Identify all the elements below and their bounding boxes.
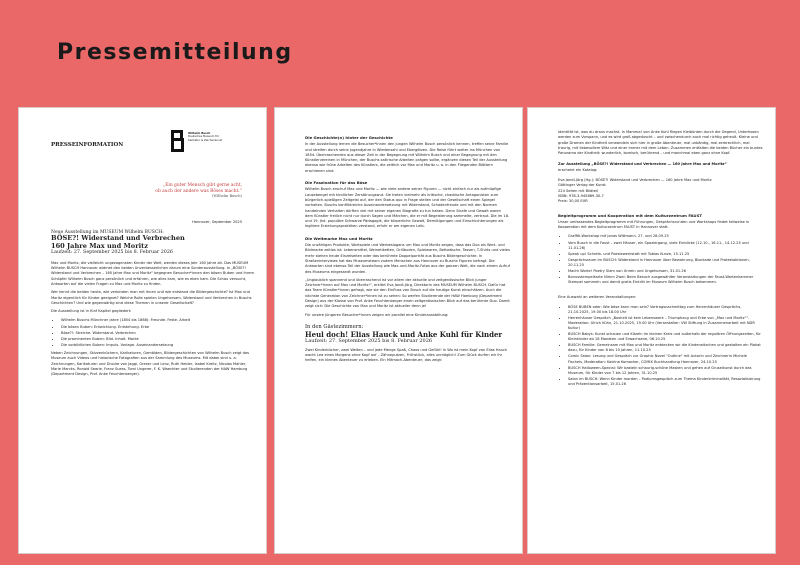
busch-quote (155, 183, 242, 200)
page-1-body (51, 230, 256, 380)
document-page-2 (275, 108, 522, 553)
exhibition-intro: Neue Ausstellung im MUSEUM Wilhelm BUSCH: (51, 230, 164, 235)
paragraph-3: Die Ausstellung ist in fünf Kapitel gegliedert: (51, 309, 132, 314)
paragraph: Unser umfassendes Begleitprogramm mit Führungen, Gesprächsrunden und Workshops findet teilweise in Kooperation mit dem Kulturzentrum FAUST in Hannover statt. (558, 219, 750, 230)
list-item: • Wilhelm Buschs Münchner Jahre (1854 bis 1868): Freunde. Feste. Arbeit (61, 317, 256, 323)
paragraph: Für unsere jüngeren Besucher*innen zeigen wir parallel eine Kinderausstellung: (305, 312, 449, 317)
program-list (558, 233, 763, 285)
list-item: • Bonusstempelkarte Nimm Zwei: Beim Besuch ausgewählter Veranstaltungen der Faust-Wartenkammer Stempel sammeln und damit gratis Eintritt im Museum Wilhelm Busch bekommen. (568, 274, 763, 285)
quote-line-1: „Ein guter Mensch gibt gerne acht, (162, 183, 242, 188)
paragraph: In der Ausstellung lernen die Besucher*innen den jungen Wilhelm Busch persönlich kennen, treffen seine Familie und streifen durch seine Jugendjahre in Wiedensahl und Ebergötzen. Die Reise führt weiter ins München von 1854. Überraschenden aus dieser Zeit in der Begegnung mit Wilhelm Busch und einer Begegnung mit den Künstlervereinen in München, der Buschs satirische Arbeiten prägen sollte, ergänzen diesen Teil der Ausstellung ebenso wie frühe Arbeiten des Künstlers, die zeitlich vor Max und Moritz u. a. in den Fliegenden Blättern erschienen sind. (305, 142, 509, 173)
presseinformation-label: PRESSEINFORMATION (51, 142, 124, 148)
katalog-line: Preis: 30,00 EUR (558, 199, 588, 204)
list-item: • Herrenhäuser Gespräch „Bosheit ist kein Lebenswerk – Triumphzug und Erbe von „Max und Moritz““. Moderation: Ulrich Kühn, 21.10.2025, 19.00 Uhr (Veranstalter: VW Stiftung in Zusammenarbeit mit NDR Kultur) (568, 315, 763, 331)
list-item: • Gesprächsraum im BUSCH: Widerstand in Hannover über Bewahrung, Blockade und Protestaktionen, 20.11.25 (568, 257, 763, 268)
exhibition-dates: Laufzeit: 27. September 2025 bis 8. Februar 2026 (51, 249, 173, 255)
logo-line-3: Karikatur & Zeichenkunst (188, 137, 223, 142)
paragraph-1: Max und Moritz, die vielleicht ungezogensten Kinder der Welt, werden dieses Jahr 160 Jahre alt. Das MUSEUM Wilhelm BUSCH Hannover widmet den beiden Unverbesserlichen darum eine Sonderausstellung. In „BÖSE?! Widerstand und Verbrechen – 160 Jahre Max und Moritz“ begegnen Besucher*innen den bösen Buben und ihrem Schöpfer Wilhelm Busch ganz persönlich und erfahren, wie alles kam, wie es eben kam. Die Schau versucht, Antworten auf die vielen Fragen zu Max und Moritz zu finden. (51, 260, 254, 286)
list-item: • BUSCH Babys: Kunst schauen und Kitzeln im kleinen Kreis und außerhalb der regulären Öffnungszeiten, für Kleinkinder ab 18 Monaten und Erwachsene, 06.10.25 (568, 331, 763, 342)
paragraph-2: Wer kennt die beiden heute, wie verbinden man mit ihnen und wie entstand die Bildergeschichte? Ist Max und Moritz eigentlich für Kinder geeignet? Welche Rolle spielen Ungehorsam, Widerstand und Verbrechen in Buschs Geschichten? Und wie gegenwärtig sind diese Themen in unserer Gesellschaft? (51, 290, 252, 305)
paragraph: Die unzähligen Produkte, Wortspiele und Werbeslogans um Max und Moritz zeigen, dass das Duo als Wort- und Bildmarke zeitlos ist: Lebensmittel, Weinetiketten, Grillbuden, Spielwaren, Bettwäsche, Tassen, T-Shirts und vieles mehr stehen heute Einzelseiten oder das berühmte Doppelporträt aus Buschs Bildergeschichte. In Straßeninterviews hat das Museumsteam zudem Menschen aus Hannover zu Buschs Figuren befragt. Die Antworten sind ebenso Teil der Ausstellung wie Max-und-Moritz-Fotos aus der ganzen Welt, die nach einem Aufruf des Museums eingesandt wurden. (305, 243, 510, 274)
list-item: • Böse?!: Streiche. Widerstand. Verbrechen (61, 330, 256, 336)
list-item: • Graffiti-Workshop mit Jonas Wittmann, 27. und 28.09.25 (568, 233, 763, 239)
section-heading: Begleitprogramm und Kooperation mit dem Kulturzentrum FAUST (558, 212, 703, 218)
list-item: • Die prominenten Buben: Bild. Inhalt. Marke (61, 336, 256, 342)
katalog-line: Eva Jandl-Jörg (Hg.): BÖSE?! Widerstand und Verbrechen — 160 Jahre Max und Moritz (558, 178, 712, 183)
katalog-details (558, 178, 763, 204)
document-page-3 (528, 108, 775, 553)
list-item: • Speak up! Schreib- und Poesiewerkstatt mit Tobias Kunze, 15.11.25 (568, 251, 763, 257)
katalog-line: Göttinger Verlag der Kunst (558, 183, 606, 188)
events-list (558, 304, 763, 387)
katalog-line: ISBN: 978-3-945869-30-7 (558, 193, 604, 198)
section-heading: Die Geschichte(n) hinter der Geschichte (305, 135, 393, 140)
katalog-title: Zur Ausstellung „BÖSE?! Widerstand und Verbrechen — 160 Jahre Max und Moritz“ (558, 162, 727, 167)
quote-author: (Wilhelm Busch) (211, 194, 242, 199)
list-item: • Die bösen Buben: Entwicklung. Entstehung. Erbe (61, 324, 256, 330)
list-item: • Macht Worte! Poetry Slam von Unrein und Ungehorsam, 31.01.26 (568, 268, 763, 274)
section-heading: Die Weltmarke Max und Moritz (305, 235, 373, 241)
section-heading: Die Faszination für das Böse (305, 180, 368, 186)
katalog-subtitle: erscheint ein Katalog: (558, 167, 598, 172)
release-date: Hannover, September 2025 (192, 220, 242, 224)
document-page-1 (19, 108, 266, 553)
events-heading: Eine Auswahl an weiteren Veranstaltungen: (558, 295, 637, 300)
list-item: • Salon im BUSCH: Wenn Kinder morden – Podiumsgespräch zum Thema Kinderkriminalität, Resozialisierung und Präventionsarbeit, 15.01.26 (568, 376, 763, 387)
kids-exhibition-dates: Laufzeit: 27. September 2025 bis 8. Februar 2026 (305, 338, 433, 345)
list-item: • Die vorbildlichen Buben: Impuls. Vorlage. Auseinandersetzung (61, 342, 256, 348)
museum-logo (169, 130, 227, 152)
busch-logo-icon (169, 130, 185, 152)
logo-line-1: Wilhelm Busch (188, 131, 211, 135)
quote-line-2: ob auch der andere was Böses macht.“ (155, 188, 242, 194)
list-item: • BÖSE BUBEN oder: Wie böse kann man sein? Vortragsnachmittag zum Herrenhäuser Gesprächs, 21.10.2025, 19.00 bis 18.00 Uhr (568, 304, 763, 315)
paragraph-4: Neben Zeichnungen, Skizzenbüchern, Karikaturen, Gemälden, Bildergeschichten von Wilhelm Busch zeigt das Museum auch Videos und historische Fotografien aus der Sammlung des Museums. Mit dabei sind u. a. Zeichnungen, Karikaturen und Drucke von Jaggi, Greser und Lenz, Ruth Hebler, Isabel Kreitz, Nicolas Mahler, Marie Marcks, Ronald Searle, Franz Suess, Tomi Ungerer, F. K. Waechter und Studierenden der HAW Hamburg (Department Design, Prof. Anke Feuchtenberger). (51, 350, 249, 377)
logo-line-2: Deutsches Museum für (188, 134, 219, 139)
exhibition-subtitle: 160 Jahre Max und Moritz (51, 241, 148, 250)
list-item: • Vom Busch in die Faust – zwei Häuser, ein Spaziergang, viele Einblicke (12.10., 16.11., 14.12.25 und 11.01.26) (568, 240, 763, 251)
katalog-line: 224 Seiten mit Bildteil (558, 188, 598, 193)
kids-exhibition-title: Heul doch! Elias Hauck und Anke Kuhl für Kinder (305, 329, 503, 339)
paragraph: Wilhelm Busch erschuf Max und Moritz — wie viele andere seiner Figuren — nicht einfach nur als aufmüpfige Lausebengel mit kindlicher Zerstörungswut. Sie treten vielmehr als kritische, chaotische Antagonisten zum bürgerlich-spießigen Zeitgeist auf, der den Status quo in Frage stellen und der Gesellschaft einen Spiegel vorhalten. Buschs konfliktreiche Auseinandersetzung mit Widerstand, Schadenfreude und mit den Normen handelnden Verhalten dürften viel mit seiner eigenen Biografie zu tun haben. Denn Strafe und Gewalt waren dem Künstler freilich nicht nur durch Sagen und Märchen, die er mit Begeisterung sammelte, vertraut. Die im 18. und 19. Jhd. populäre Schwarze Pädagogik, die körperliche Gewalt, Demütigungen und Einschüchterungen als legitime Erziehungspraktiken verstand, erfuhr er am eigenen Leib. (305, 187, 510, 229)
page-title: Pressemitteilung (57, 40, 293, 65)
paragraph: Zwei Kinderbücher, zwei Welten – und jede Menge Spaß, Chaos und Gefühl! In Wo ist mein Kopf von Elias Hauck wacht Lea eines Morgens ohne Kopf auf – Zähneputzen, Frühstück, alles unmöglich! Zum Glück durfen wir ihr helfen, ein kleines Abenteuer zu erleben. Ein Mitmach-Abenteuer, das zeigt: (305, 347, 508, 363)
paragraph: Identität ist, was du draus machst. In Mamma! von Anke Kuhl fliegen Kleibünten durch die Gegend, Unterhosen werden zum Vorspann, und es wird groß abgeduscht – und zwischendurch auch mal richtig geheult. Kleine und große Dramen der Kindheit verwandeln sich hier in große Abenteuer, mal unbändig, mal zerbrechlich, mal traurig, mit liebevollem Witz und einer immer mit dem Leben. Zusammen entfalten die beiden Bücher ein buntes Panorama der Kindheit: wunderlich, komisch, berührend – und manchmal eben ganz ohne Kopf. (558, 130, 763, 156)
list-item: • BUSCH Halloween-Special: Wir basteln schaurig-schöne Masken und gehen auf Gruselkunst durch das Museum, für Kinder von 7 bis 12 Jahren, 31.10.25 (568, 365, 763, 376)
list-item: • Comic Salon: Lesung und Gespräch zur Graphic Novel "Outline" mit Autorin und Zeichnerin Michele Fischels, Moderation: Katrina Komacker, COMIX Buchhandlung Hannover, 24.10.25 (568, 353, 763, 364)
chapter-list (51, 317, 256, 347)
exhibition-title: BÖSE?! Widerstand und Verbrechen (51, 234, 185, 243)
paragraph: „Unglaublich spannend und überraschend ist vor allem der aktuelle und zeitgenössische Blick junger Zeichner*innen auf Max und Moritz!“, erklärt Eva Jandl-Jörg, Direktorin des MUSEUM Wilhelm BUSCH. Dafür hat das Team Künstler*innen gefragt, wie sie den Einfluss von Busch auf die heutige Kunst einschätzen. Auch die nächste Generation von Zeichner*innen ist zu sehen: So werfen Studierende der HAW Hamburg (Department Design) aus der Klasse von Prof. Anke Feuchtenberger einen zeitgenössischen Blick auf das berühmte Duo. Damit zeigt sich: Die Geschichte von Max und Moritz ist aktueller denn je! (305, 277, 510, 309)
list-item: • BUSCH Familie: Gemeinsam mit Max und Moritz entdecken wir die Kinderwitzchen und gestalten ein Plakat dazu, für Kinder von 6 bis 10 Jahren, 11.10.25 (568, 342, 763, 353)
kids-exhibition-intro: In den Gästezimmern: (305, 323, 364, 330)
